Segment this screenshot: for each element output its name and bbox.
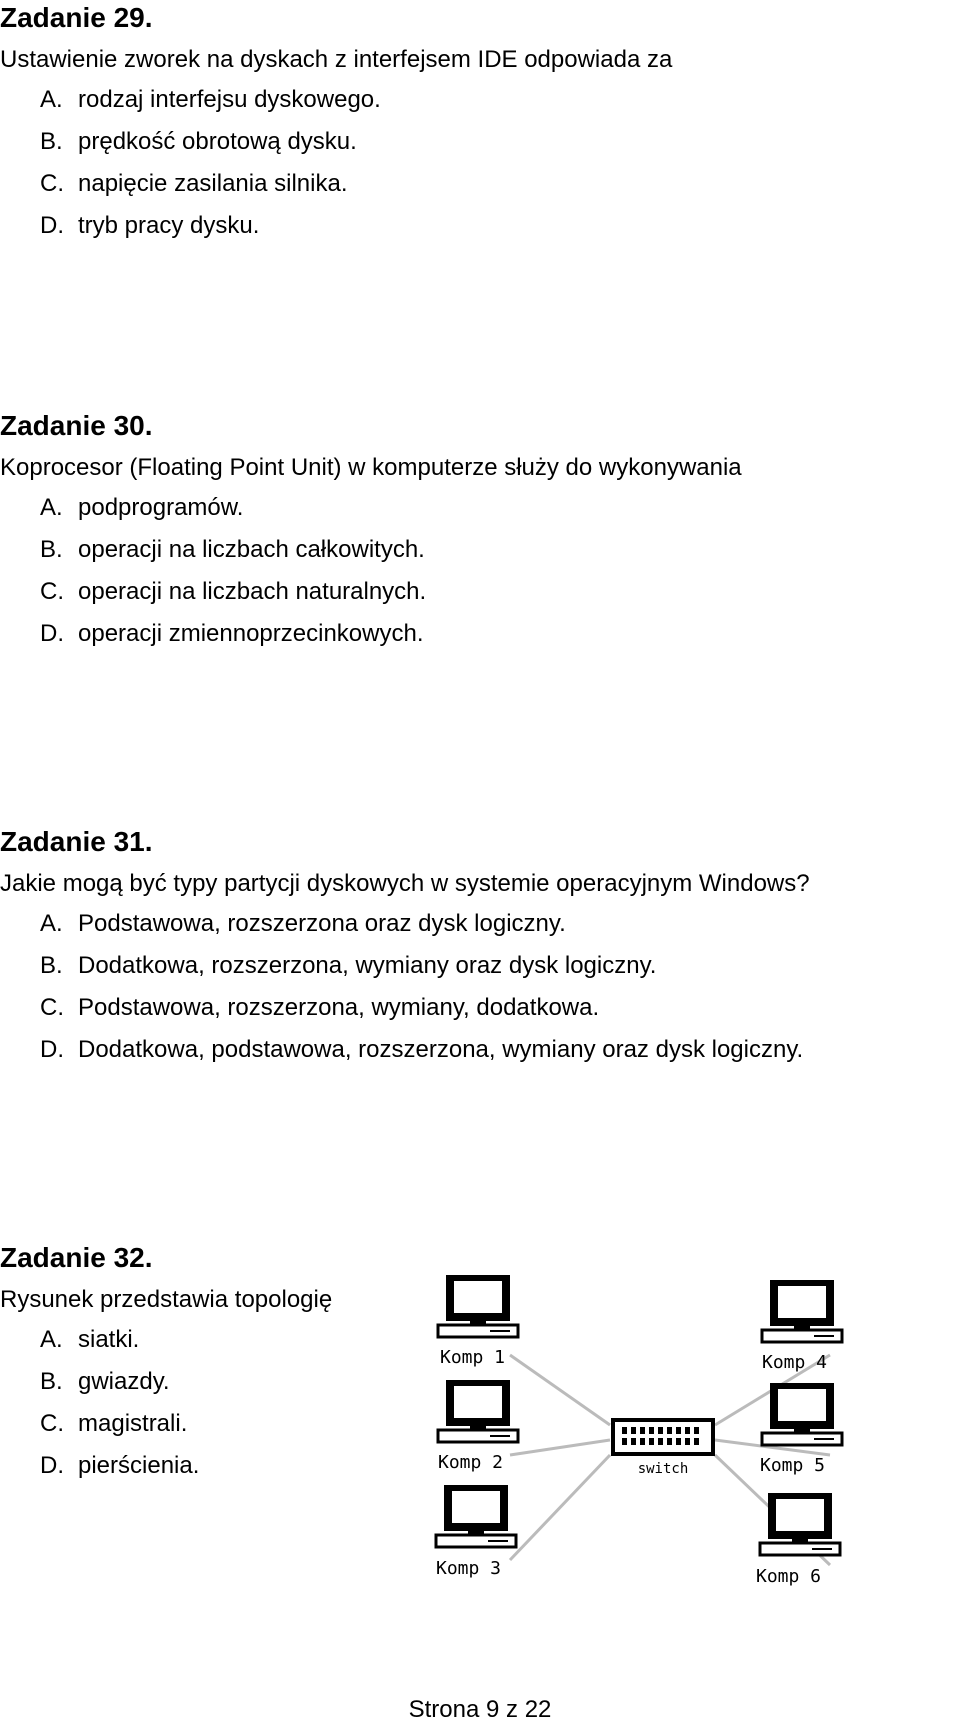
- question-text: Rysunek przedstawia topologię: [0, 1286, 333, 1313]
- computer-5: [760, 1383, 842, 1476]
- option-a: A. siatki.: [40, 1326, 140, 1353]
- question-title: Zadanie 30.: [0, 410, 153, 441]
- option-b: B. prędkość obrotową dysku.: [40, 128, 357, 155]
- computer-icon: [762, 1280, 842, 1342]
- question-32: [0, 1242, 420, 1494]
- option-c: C. napięcie zasilania silnika.: [40, 170, 348, 197]
- computer-icon: [760, 1493, 840, 1555]
- computer-label: Komp 1: [440, 1347, 506, 1368]
- answer-options: [0, 910, 960, 1078]
- network-switch: [613, 1420, 713, 1477]
- network-topology-diagram: [430, 1275, 910, 1630]
- question-31: [0, 826, 960, 1078]
- answer-options: [0, 1326, 420, 1494]
- option-d: D. operacji zmiennoprzecinkowych.: [40, 620, 424, 647]
- question-text: Jakie mogą być typy partycji dyskowych w systemie operacyjnym Windows?: [0, 870, 810, 897]
- computer-label: Komp 2: [438, 1452, 504, 1473]
- computer-6: [756, 1493, 840, 1587]
- computer-icon: [438, 1380, 518, 1442]
- page-label: Strona: [408, 1696, 480, 1723]
- option-d: D. pierścienia.: [40, 1452, 200, 1479]
- option-a: A. rodzaj interfejsu dyskowego.: [40, 86, 381, 113]
- computer-label: Komp 6: [756, 1566, 822, 1587]
- option-b: B. Dodatkowa, rozszerzona, wymiany oraz dysk logiczny.: [40, 952, 657, 979]
- question-text: Ustawienie zworek na dyskach z interfejsem IDE odpowiada za: [0, 46, 673, 73]
- computer-1: [438, 1275, 518, 1368]
- option-b: B. gwiazdy.: [40, 1368, 170, 1395]
- computer-3: [436, 1485, 516, 1579]
- option-d: D. Dodatkowa, podstawowa, rozszerzona, wymiany oraz dysk logiczny.: [40, 1036, 804, 1063]
- page-separator: z: [506, 1696, 519, 1723]
- computer-label: Komp 3: [436, 1558, 502, 1579]
- computer-label: Komp 5: [760, 1455, 826, 1476]
- question-30: [0, 410, 960, 662]
- answer-options: [0, 86, 960, 254]
- computer-4: [762, 1280, 842, 1373]
- option-d: D. tryb pracy dysku.: [40, 212, 260, 239]
- computer-icon: [438, 1275, 518, 1337]
- page-number: 9: [485, 1696, 500, 1723]
- question-title: Zadanie 31.: [0, 826, 153, 857]
- question-title: Zadanie 29.: [0, 2, 153, 33]
- page-footer: [0, 1696, 960, 1724]
- computer-icon: [762, 1383, 842, 1445]
- answer-options: [0, 494, 960, 662]
- option-a: A. Podstawowa, rozszerzona oraz dysk logiczny.: [40, 910, 566, 937]
- cable-komp1: [510, 1355, 610, 1425]
- computer-2: [438, 1380, 518, 1473]
- computer-icon: [436, 1485, 516, 1547]
- option-c: C. magistrali.: [40, 1410, 188, 1437]
- question-text: Koprocesor (Floating Point Unit) w komputerze służy do wykonywania: [0, 454, 742, 481]
- option-b: B. operacji na liczbach całkowitych.: [40, 536, 425, 563]
- cable-komp2: [510, 1440, 610, 1455]
- cable-komp3: [510, 1455, 610, 1560]
- option-a: A. podprogramów.: [40, 494, 244, 521]
- computer-label: Komp 4: [762, 1352, 828, 1373]
- question-title: Zadanie 32.: [0, 1242, 153, 1273]
- option-c: C. Podstawowa, rozszerzona, wymiany, dodatkowa.: [40, 994, 600, 1021]
- option-c: C. operacji na liczbach naturalnych.: [40, 578, 427, 605]
- question-29: [0, 2, 960, 254]
- switch-label: switch: [637, 1461, 689, 1477]
- page-total: 22: [524, 1696, 552, 1723]
